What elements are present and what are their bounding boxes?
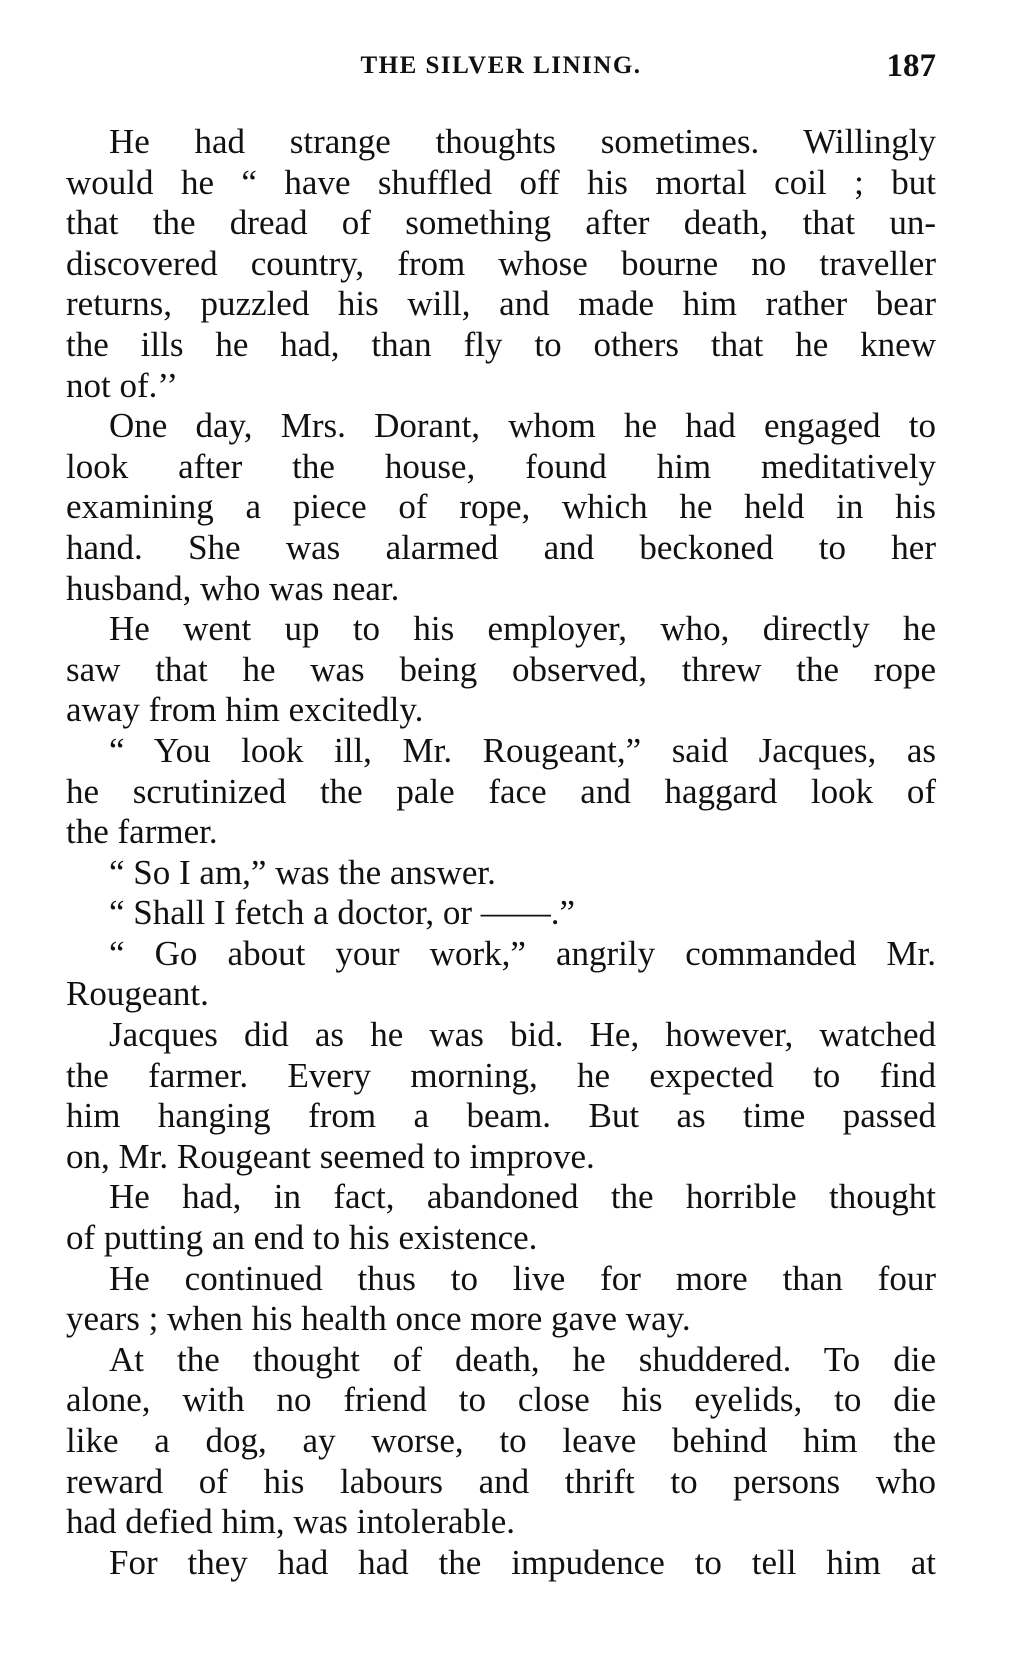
text-line: husband, who was near. [66,568,400,608]
text-line: years ; when his health once more gave way. [66,1299,691,1339]
page-number: 187 [886,48,936,84]
text-line: He went up to his employer, who, directly he [109,609,936,649]
text-line: would he “ have shuffled off his mortal coil ; but [66,162,936,202]
text-line: not of.’’ [66,365,179,405]
text-line: the farmer. Every morning, he expected to find [66,1055,936,1095]
text-line: away from him excitedly. [66,690,424,730]
text-line: on, Mr. Rougeant seemed to improve. [66,1136,595,1176]
text-line: examining a piece of rope, which he held in his [66,487,936,527]
body-text [66,122,936,1583]
text-line: like a dog, ay worse, to leave behind him the [66,1421,936,1460]
text-line: One day, Mrs. Dorant, whom he had engaged to [109,406,936,446]
text-line: Rougeant. [66,974,209,1014]
running-head [66,48,936,92]
text-line: had defied him, was intolerable. [66,1502,516,1542]
text-line: alone, with no friend to close his eyelids, to die [66,1380,936,1420]
text-line: him hanging from a beam. But as time passed [66,1096,936,1136]
running-title: THE SILVER LINING. [360,52,642,79]
text-line: For they had had the impudence to tell him at [109,1542,936,1582]
text-line: saw that he was being observed, threw the rope [66,649,936,689]
text-line: that the dread of something after death, that un- [66,203,936,243]
text-line: of putting an end to his existence. [66,1218,538,1258]
text-line: he scrutinized the pale face and haggard look of [66,771,936,811]
text-line: returns, puzzled his will, and made him rather bear [66,284,936,324]
text-line: hand. She was alarmed and beckoned to her [66,527,936,567]
text-line: Jacques did as he was bid. He, however, watched [109,1015,936,1055]
text-line: the ills he had, than fly to others that he knew [66,324,936,364]
text-line: He continued thus to live for more than four [109,1258,936,1298]
text-line: discovered country, from whose bourne no traveller [66,243,936,283]
text-line: He had strange thoughts sometimes. Willingly [109,122,936,161]
text-line: At the thought of death, he shuddered. To die [109,1339,936,1379]
text-line: “ Go about your work,” angrily commanded Mr. [109,933,936,973]
text-line: “ Shall I fetch a doctor, or ——.” [109,893,576,933]
text-line: look after the house, found him meditatively [66,446,936,486]
text-line: the farmer. [66,812,218,852]
text-line: He had, in fact, abandoned the horrible thought [109,1177,936,1217]
text-line: reward of his labours and thrift to persons who [66,1461,936,1501]
text-line: “ So I am,” was the answer. [109,852,496,892]
text-line: “ You look ill, Mr. Rougeant,” said Jacques, as [109,730,936,770]
